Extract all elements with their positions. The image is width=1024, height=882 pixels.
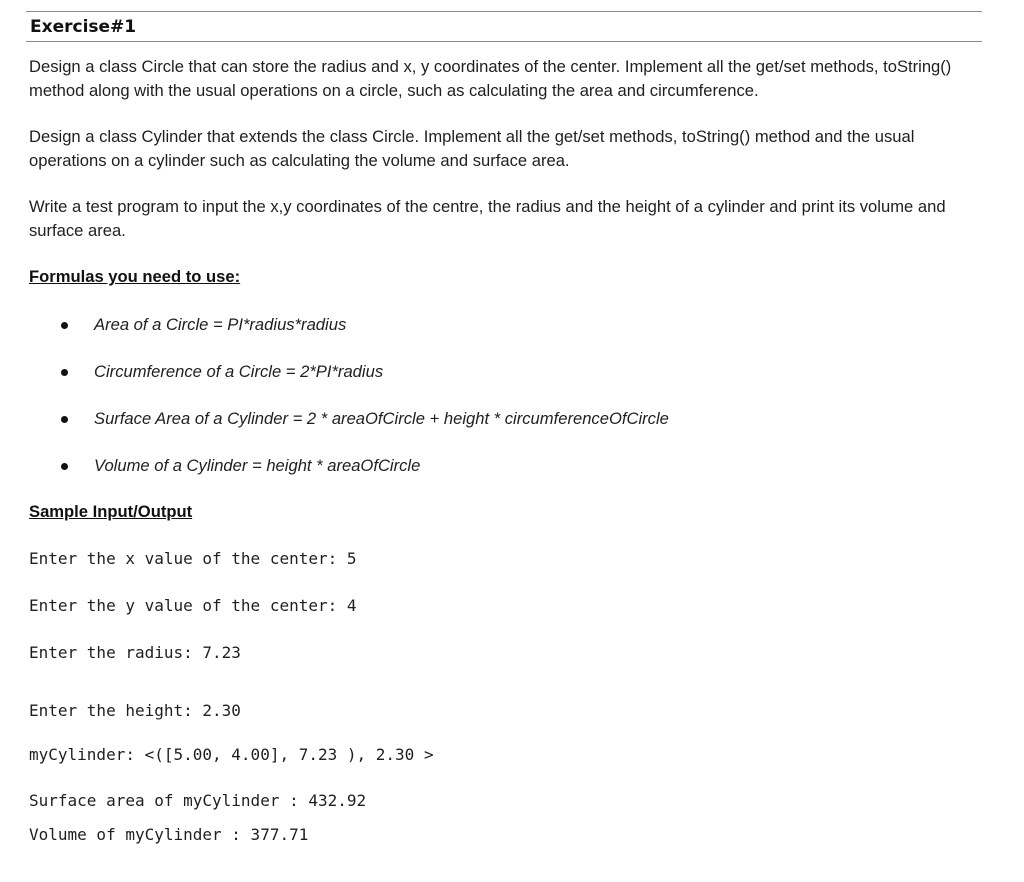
sample-line: Enter the height: 2.30 (29, 701, 241, 720)
paragraph-cylinder: Design a class Cylinder that extends the class Circle. Implement all the get/set methods, toString() method and the usual operations on a cylinder such as calculating the volume and surface area. (29, 127, 915, 170)
top-rule (26, 11, 982, 12)
bullet-icon (61, 369, 68, 376)
sample-line: Enter the radius: 7.23 (29, 643, 241, 662)
sample-line: Enter the x value of the center: 5 (29, 549, 357, 568)
title-rule (26, 41, 982, 42)
bullet-icon (61, 463, 68, 470)
sample-line: myCylinder: <([5.00, 4.00], 7.23 ), 2.30 > (29, 745, 434, 764)
formula-text: Circumference of a Circle = 2*PI*radius (94, 362, 384, 381)
bullet-icon (61, 322, 68, 329)
sample-line: Surface area of myCylinder : 432.92 (29, 791, 367, 810)
paragraph-test-program: Write a test program to input the x,y coordinates of the centre, the radius and the height of a cylinder and print its volume and surface area. (29, 197, 946, 240)
bullet-icon (61, 416, 68, 423)
sample-line: Enter the y value of the center: 4 (29, 596, 357, 615)
formula-text: Surface Area of a Cylinder = 2 * areaOfCircle + height * circumferenceOfCircle (94, 409, 669, 428)
formula-text: Volume of a Cylinder = height * areaOfCircle (94, 456, 421, 475)
sample-heading: Sample Input/Output (29, 502, 193, 521)
paragraph-circle: Design a class Circle that can store the radius and x, y coordinates of the center. Implement all the get/set methods, toString() method along with the usual operations on a circle, such as calculating the area and circumference. (29, 57, 952, 100)
formula-text: Area of a Circle = PI*radius*radius (94, 315, 347, 334)
exercise-title: Exercise#1 (30, 17, 137, 37)
formulas-heading: Formulas you need to use: (29, 267, 241, 286)
sample-line: Volume of myCylinder : 377.71 (29, 825, 309, 844)
